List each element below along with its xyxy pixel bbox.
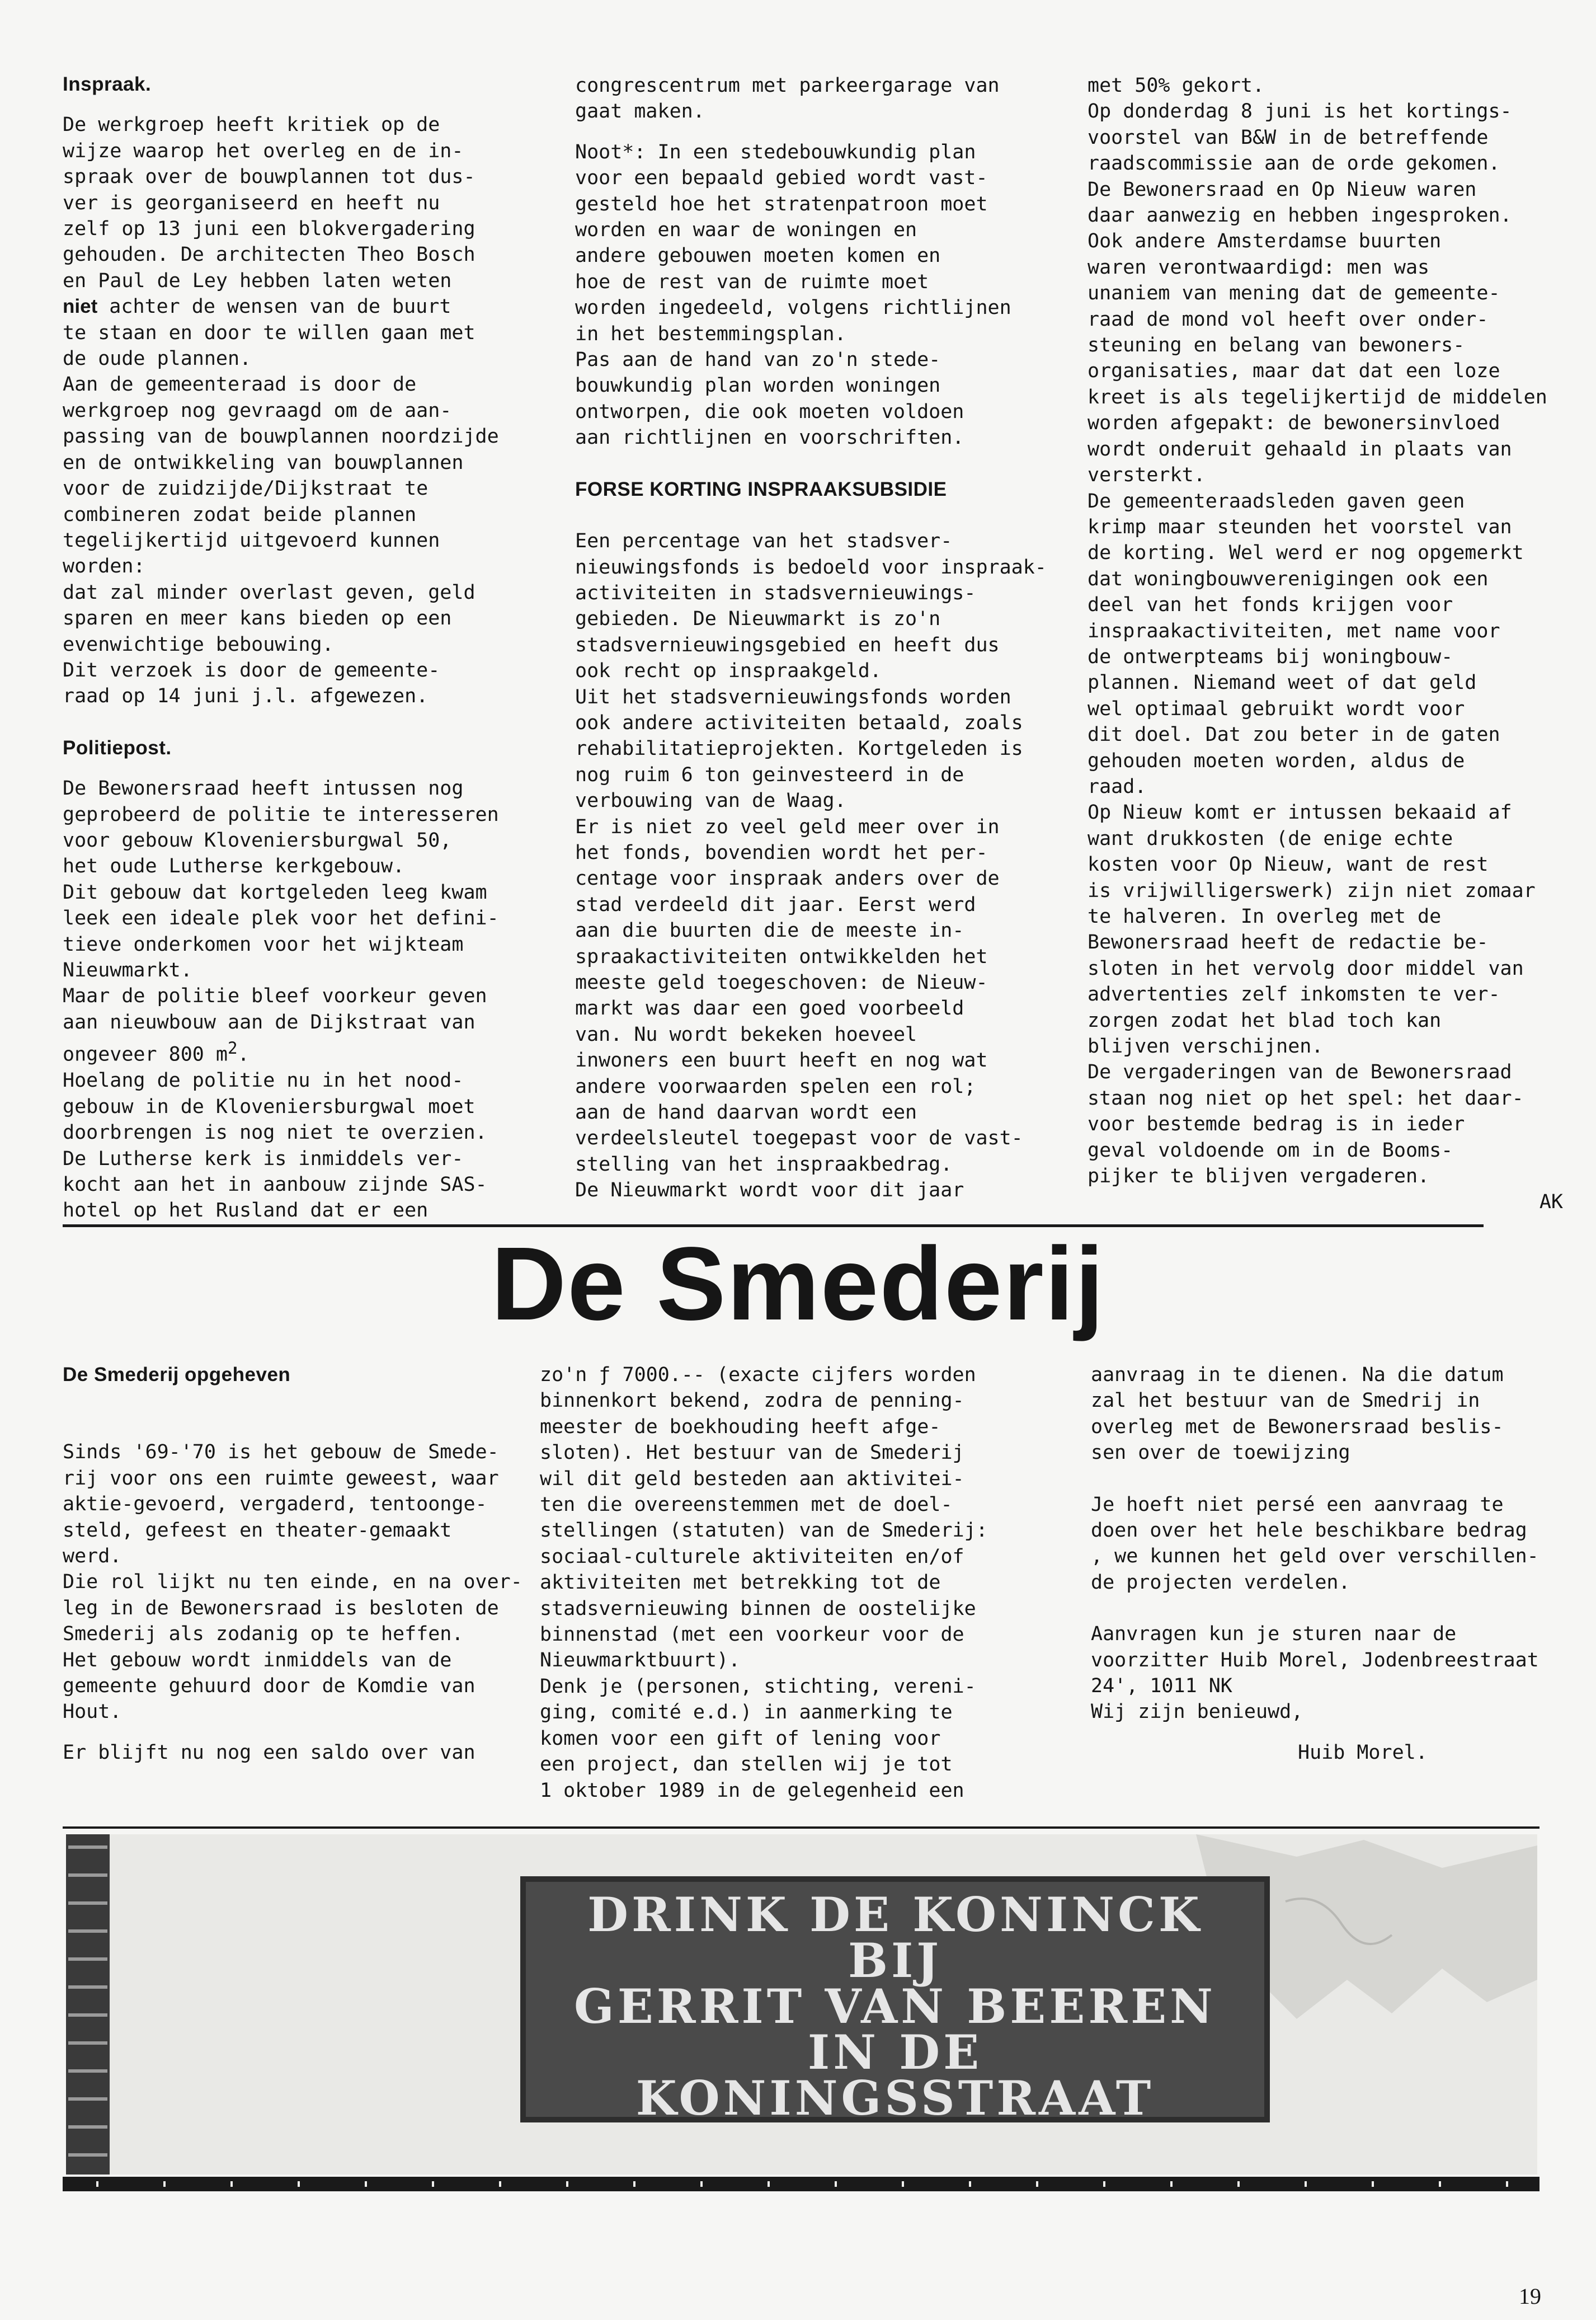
signature-huib-morel: Huib Morel. — [1298, 1741, 1428, 1764]
article2-column-3 — [1091, 1362, 1550, 1765]
korting-continued-paragraph: met 50% gekort. Op donderdag 8 juni is het kortings- voorstel van B&W in de betreffende raadscommissie aan de orde gekomen. De Bewonersraad en Op Nieuw waren daar aanwezig en hebben ingesproken. Ook andere Amsterdamse buurten waren verontwaardigd: men was unaniem van mening dat de gemeente- raad de mond vol heeft over onder- steuning en belang van bewoners- organisaties, maar dat dat een loze kreet is als tegelijkertijd de middelen worden afgepakt: de bewonersinvloed wordt onderuit gehaald in plaats van versterkt. De gemeenteraadsleden gaven geen krimp maar steunden het voorstel van de korting. Wel werd er nog opgemerkt dat woningbouwverenigingen ook een deel van het fonds krijgen voor inspraakactiviteiten, met name voor de ontwerpteams bij woningbouw- plannen. Niemand weet of dat geld wel optimaal gebruikt wordt voor dit doel. Dat zou beter in de gaten gehouden moeten worden, aldus de raad. Op Nieuw komt er intussen bekaaid af want drukkosten (de enige echte kosten voor Op Nieuw, want de rest is vrijwilligerswerk) zijn niet zomaar te halveren. In overleg met de Bewonersraad heeft de redactie be- sloten in het vervolg door middel van advertenties zelf inkomsten te ver- zorgen zodat het blad toch kan blijven verschijnen. De vergaderingen van de Bewonersraad staan nog niet op het spel: het daar- voor bestemde bedrag is in ieder geval voldoende om in de Booms- pijker te blijven vergaderen. — [1087, 74, 1547, 1188]
heading-korting: FORSE KORTING INSPRAAKSUBSIDIE — [575, 478, 947, 500]
aanvraag-paragraph: aanvraag in te dienen. Na die datum zal het bestuur van de Smedrij in overleg met de Bewonersraad beslis- sen over de toewijzing — [1091, 1364, 1504, 1464]
photo-sign — [66, 1834, 1537, 2175]
emphasis-niet: niet — [63, 295, 98, 318]
inspraak-paragraph: De werkgroep heeft kritiek op de wijze waarop het overleg en de in- spraak over de bouwplannen tot dus- ver is georganiseerd en heeft nu zelf op 13 juni een blokvergadering gehouden. De architecten Theo Bosch en Paul de Ley hebben laten weten niet achter de wensen van de buurt te staan en door te willen gaan met de oude plannen. Aan de gemeenteraad is door de werkgroep nog gevraagd om de aan- passing van de bouwplannen noordzijde en de ontwikkeling van bouwplannen voor de zuidzijde/Dijkstraat te combineren zodat beide plannen tegelijkertijd uitgevoerd kunnen worden: dat zal minder overlast geven, geld sparen en meer kans bieden op een evenwichtige bebouwing. Dit verzoek is door de gemeente- raad op 14 juni j.l. afgewezen. — [63, 114, 499, 708]
politiepost-paragraph: De Bewonersraad heeft intussen nog geprobeerd de politie te interesseren voor gebouw Kloveniersburgwal 50, het oude Lutherse kerkgebouw. Dit gebouw dat kortgeleden leeg kwam leek een ideale plek voor het defini- tieve onderkomen voor het wijkteam Nieuwmarkt. Maar de politie bleef voorkeur geven aan nieuwbouw aan de Dijkstraat van ongeveer 800 $m^2$. Hoelang de politie nu in het nood- gebouw in de Kloveniersburgwal moet doorbrengen is nog niet te overzien. De Lutherse kerk is inmiddels ver- kocht aan het in aanbouw zijnde SAS- hotel op het Rusland dat er een — [63, 777, 499, 1222]
brick-wall-edge — [66, 1834, 110, 2175]
article-title: De Smederij — [491, 1226, 1105, 1342]
heading-politiepost: Politiepost. — [63, 736, 172, 759]
article1-column-3 — [1087, 73, 1563, 1215]
sign-line: BIJ — [848, 1933, 943, 1988]
sign-line: IN DE — [807, 2025, 983, 2080]
saldo-paragraph: Er blijft nu nog een saldo over van — [63, 1741, 475, 1764]
verdelen-paragraph: Je hoeft niet persé een aanvraag te doen over het hele beschikbare bedrag , we kunnen het geld over verschillen- de projecten verdelen. — [1091, 1493, 1539, 1594]
sign-line: GERRIT VAN BEEREN — [574, 1979, 1216, 2034]
sign-line: DRINK DE KONINCK — [587, 1887, 1203, 1942]
bedrag-paragraph: zo'n ƒ 7000.-- (exacte cijfers worden binnenkort bekend, zodra de penning- meester de boekhouding heeft afge- sloten). Het bestuur van de Smederij wil dit geld besteden aan aktivitei- ten die overeenstemmen met de doel- stellingen (statuten) van de Smederij: sociaal-culturele aktiviteiten en/of aktiviteiten met betrekking tot de stadsvernieuwing binnen de oostelijke binnenstad (met een voorkeur voor de Nieuwmarktbuurt). Denk je (personen, stichting, vereni- ging, comité e.d.) in aanmerking te komen voor een gift of lening voor een project, dan stellen wij je tot 1 oktober 1989 in de gelegenheid een — [540, 1364, 988, 1802]
congrescentrum-paragraph: congrescentrum met parkeergarage van gaat maken. — [575, 74, 1000, 123]
heading-inspraak: Inspraak. — [63, 73, 152, 95]
page-number: 19 — [1519, 2284, 1541, 2309]
smederij-paragraph: Sinds '69-'70 is het gebouw de Smede- rij voor ons een ruimte geweest, waar aktie-gevoerd, vergaderd, tentoonge- steld, gefeest en theater-gemaakt werd. Die rol lijkt nu ten einde, en na over- leg in de Bewonersraad is besloten de Smederij als zodanig op te heffen. Het gebouw wordt inmiddels van de gemeente gehuurd door de Komdie van Hout. — [63, 1441, 522, 1723]
painted-sign — [520, 1876, 1270, 2126]
article2-column-1 — [63, 1362, 527, 1765]
photo-bottom-strip — [63, 2177, 1539, 2191]
sign-line: KONINGSSTRAAT — [635, 2070, 1155, 2126]
korting-paragraph: Een percentage van het stadsver- nieuwingsfonds is bedoeld voor inspraak- activiteiten in stadsvernieuwings- gebieden. De Nieuwmarkt is zo'n stadsvernieuwingsgebied en heeft dus ook recht op inspraakgeld. Uit het stadsvernieuwingsfonds worden ook andere activiteiten betaald, zoals rehabilitatieprojekten. Kortgeleden is nog ruim 6 ton geinvesteerd in de verbouwing van de Waag. Er is niet zo veel geld meer over in het fonds, bovendien wordt het per- centage voor inspraak anders over de stad verdeeld dit jaar. Eerst werd aan die buurten die de meeste in- spraakactiviteiten ontwikkelden het meeste geld toegeschoven: de Nieuw- markt was daar een goed voorbeeld van. Nu wordt bekeken hoeveel inwoners een buurt heeft en nog wat andere voorwaarden spelen een rol; aan de hand daarvan wordt een verdeelsleutel toegepast voor de vast- stelling van het inspraakbedrag. De Nieuwmarkt wordt voor dit jaar — [575, 530, 1047, 1202]
article2-column-2 — [540, 1362, 1032, 1804]
contact-paragraph: Aanvragen kun je sturen naar de voorzitter Huib Morel, Jodenbreestraat 24', 1011 NK Wij zijn benieuwd, — [1091, 1623, 1539, 1723]
noot-paragraph: Noot*: In een stedebouwkundig plan voor een bepaald gebied wordt vast- gesteld hoe het stratenpatroon moet worden en waar de woningen en andere gebouwen moeten komen en hoe de rest van de ruimte moet worden ingedeeld, volgens richtlijnen in het bestemmingsplan. Pas aan de hand van zo'n stede- bouwkundig plan worden woningen ontworpen, die ook moeten voldoen aan richtlijnen en voorschriften. — [575, 140, 1011, 449]
heading-smederij-opgeheven: De Smederij opgeheven — [63, 1364, 291, 1386]
article1-column-2 — [575, 73, 1056, 1204]
photo-top-rule — [63, 1826, 1539, 1829]
signature-ak: AK — [1539, 1191, 1563, 1214]
article1-column-1 — [63, 72, 516, 1224]
